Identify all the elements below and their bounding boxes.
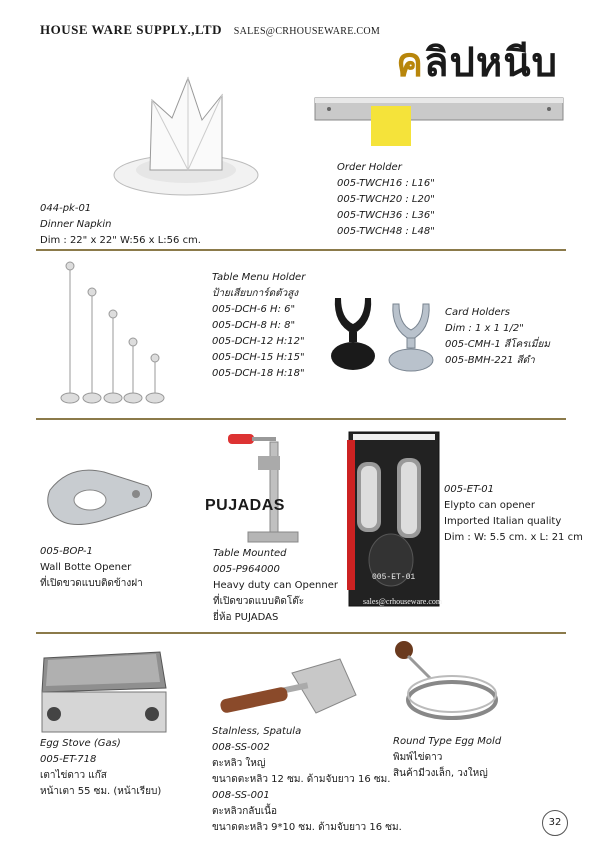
menu-holder-line: 005-DCH-18 H:18" bbox=[212, 368, 305, 379]
napkin-name: Dinner Napkin bbox=[40, 219, 112, 230]
napkin-text bbox=[40, 201, 201, 249]
spatula-thai: ตะหลิว ใหญ่ bbox=[212, 758, 266, 769]
menu-holder-line: 005-DCH-6 H: 6" bbox=[212, 304, 296, 315]
pujadas-logo: PUJADAS bbox=[205, 497, 285, 514]
order-holder-line: 005-TWCH16 : L16" bbox=[337, 178, 435, 189]
order-holder-line: 005-TWCH36 : L36" bbox=[337, 210, 435, 221]
spatula-code: 008-SS-001 bbox=[212, 790, 270, 801]
can-opener-package-site: sales@crhouseware.com bbox=[363, 597, 443, 606]
menu-holder-name: Table Menu Holder bbox=[212, 272, 306, 283]
table-mounted-desc: Heavy duty can Openner bbox=[213, 580, 338, 591]
company-name: HOUSE WARE SUPPLY.,LTD bbox=[40, 22, 222, 37]
spatula-thai: ขนาดตะหลิว 12 ซม. ด้ามจับยาว 16 ซม. bbox=[212, 774, 391, 785]
menu-holder-image bbox=[55, 258, 170, 408]
spatula-thai: ขนาดตะหลิว 9*10 ซม. ด้ามจับยาว 16 ซม. bbox=[212, 822, 402, 833]
order-holder-name: Order Holder bbox=[337, 162, 402, 173]
section-divider bbox=[36, 418, 566, 420]
menu-holder-thai: ป้ายเสียบการ์ดตัวสูง bbox=[212, 288, 299, 299]
table-mounted-thai: ที่เปิดขวดแบบติดโต๊ะ bbox=[213, 596, 305, 607]
menu-holder-text bbox=[212, 270, 305, 382]
spatula-image bbox=[220, 655, 360, 725]
company-email: SALES@CRHOUSEWARE.COM bbox=[233, 26, 381, 37]
spatula-thai: ตะหลิวกลับเนื้อ bbox=[212, 806, 277, 817]
menu-holder-line: 005-DCH-8 H: 8" bbox=[212, 320, 296, 331]
egg-stove-image bbox=[36, 642, 172, 737]
can-opener-text bbox=[444, 482, 583, 546]
order-holder-image bbox=[315, 92, 565, 152]
section-divider bbox=[36, 632, 566, 634]
bottle-opener-thai: ที่เปิดขวดแบบติดข้างฝา bbox=[40, 578, 143, 589]
egg-stove-thai: เตาไข่ดาว แก๊ส bbox=[40, 770, 107, 781]
egg-mold-name: Round Type Egg Mold bbox=[393, 736, 502, 747]
table-mounted-name: Table Mounted bbox=[213, 548, 287, 559]
card-holders-line: 005-CMH-1 สีโครเมี่ยม bbox=[445, 339, 550, 350]
table-mounted-code: 005-P964000 bbox=[213, 564, 280, 575]
card-holders-dim: Dim : 1 x 1 1/2" bbox=[445, 323, 524, 334]
order-holder-text bbox=[337, 160, 435, 240]
egg-stove-code: 005-ET-718 bbox=[40, 754, 97, 765]
menu-holder-line: 005-DCH-12 H:12" bbox=[212, 336, 305, 347]
egg-stove-thai: หน้าเตา 55 ซม. (หน้าเรียบ) bbox=[40, 786, 162, 797]
can-opener-package-image bbox=[347, 430, 442, 610]
can-opener-desc: Imported Italian quality bbox=[444, 516, 562, 527]
egg-stove-name: Egg Stove (Gas) bbox=[40, 738, 121, 749]
can-opener-code: 005-ET-01 bbox=[444, 484, 495, 495]
page-number: 32 bbox=[542, 810, 568, 836]
title-rest: ลิปหนีบ bbox=[423, 40, 558, 86]
can-opener-name: Elypto can opener bbox=[444, 500, 535, 511]
spatula-name: Stalnless, Spatula bbox=[212, 726, 302, 737]
section-divider bbox=[36, 249, 566, 251]
spatula-text bbox=[212, 724, 402, 836]
napkin-code: 044-pk-01 bbox=[40, 203, 92, 214]
card-holders-name: Card Holders bbox=[445, 307, 510, 318]
company-header bbox=[40, 22, 380, 38]
table-mounted-thai: ยี่ห้อ PUJADAS bbox=[213, 612, 279, 623]
bottle-opener-code: 005-BOP-1 bbox=[40, 546, 93, 557]
egg-mold-text bbox=[393, 734, 501, 782]
table-mounted-text bbox=[213, 546, 338, 626]
can-opener-package-label: 005-ET-01 bbox=[372, 573, 416, 582]
egg-mold-image bbox=[392, 640, 502, 725]
napkin-dim: Dim : 22" x 22" W:56 x L:56 cm. bbox=[40, 235, 201, 246]
menu-holder-line: 005-DCH-15 H:15" bbox=[212, 352, 305, 363]
spatula-code: 008-SS-002 bbox=[212, 742, 270, 753]
napkin-image bbox=[110, 70, 270, 200]
title-first-letter: ค bbox=[396, 40, 424, 86]
page-title bbox=[396, 30, 558, 94]
order-holder-line: 005-TWCH20 : L20" bbox=[337, 194, 435, 205]
card-holders-line: 005-BMH-221 สีดำ bbox=[445, 355, 535, 366]
bottle-opener-image bbox=[40, 460, 160, 540]
card-holders-text bbox=[445, 305, 550, 369]
card-holders-image bbox=[325, 294, 440, 374]
bottle-opener-name: Wall Botte Opener bbox=[40, 562, 132, 573]
order-holder-line: 005-TWCH48 : L48" bbox=[337, 226, 435, 237]
egg-mold-thai: พิมพ์ไข่ดาว bbox=[393, 752, 443, 763]
egg-stove-text bbox=[40, 736, 161, 800]
egg-mold-thai: สินค้ามีวงเล็ก, วงใหญ่ bbox=[393, 768, 488, 779]
table-mounted-opener-image bbox=[228, 432, 308, 547]
can-opener-dim: Dim : W: 5.5 cm. x L: 21 cm bbox=[444, 532, 583, 543]
bottle-opener-text bbox=[40, 544, 143, 592]
